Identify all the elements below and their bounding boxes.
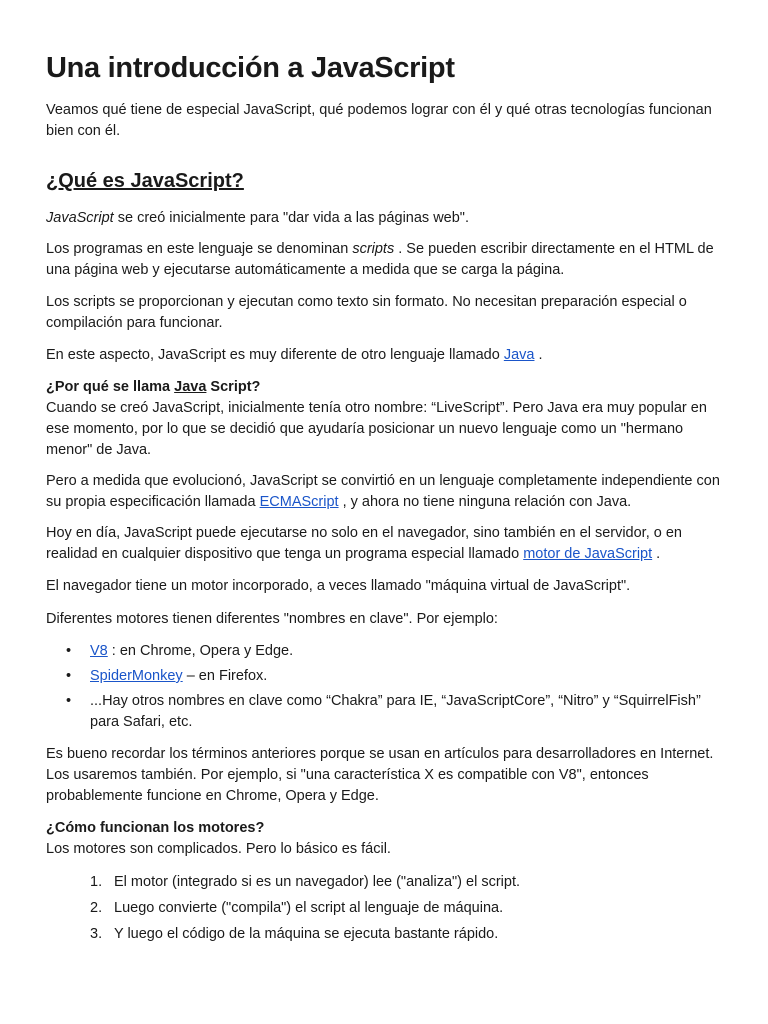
paragraph-2-emphasis: scripts <box>352 241 395 257</box>
paragraph-7-text-b: . <box>652 546 661 562</box>
subheading-why-java-underlined: Java <box>174 379 207 395</box>
subheading-why-java <box>46 377 728 398</box>
list-item <box>90 641 728 662</box>
paragraph-5: Cuando se creó JavaScript, inicialmente tenía otro nombre: “LiveScript”. Pero Java era muy popular en ese momento, por lo que se decidió que ayudaría posicionar un nuevo lenguaje como un "hermano menor" de Java. <box>46 400 707 458</box>
list-item <box>90 666 728 687</box>
spidermonkey-link[interactable]: SpiderMonkey <box>90 668 183 684</box>
paragraph-1-emphasis: JavaScript <box>46 210 114 226</box>
paragraph-6-text-a: Pero a medida que evolucionó, JavaScript se convirtió en un lenguaje completamente independiente con su propia especificación llamada <box>46 473 720 510</box>
paragraph-4-text-a: En este aspecto, JavaScript es muy diferente de otro lenguaje llamado <box>46 347 504 363</box>
paragraph-2-text-a: Los programas en este lenguaje se denominan <box>46 241 353 257</box>
java-link[interactable]: Java <box>503 347 535 363</box>
list-item-number: 3. <box>90 926 103 942</box>
paragraph-7-text-a: Hoy en día, JavaScript puede ejecutarse no solo en el navegador, sino también en el servidor, o en realidad en cualquier dispositivo que tenga un programa especial llamado <box>46 525 682 562</box>
paragraph-1-text: se creó inicialmente para "dar vida a las páginas web". <box>113 210 469 226</box>
paragraph-4 <box>46 345 728 366</box>
intro-paragraph: Veamos qué tiene de especial JavaScript, qué podemos lograr con él y qué otras tecnologías funcionan bien con él. <box>46 102 712 139</box>
paragraph-7 <box>46 523 728 565</box>
section-heading: ¿Qué es JavaScript? <box>46 170 244 192</box>
subheading-why-java-b: Script? <box>206 379 261 395</box>
list-item <box>90 691 728 733</box>
list-item-text: El motor (integrado si es un navegador) lee ("analiza") el script. <box>114 874 521 890</box>
subheading-why-java-a: ¿Por qué se llama <box>46 379 175 395</box>
list-item-text: : en Chrome, Opera y Edge. <box>107 643 294 659</box>
list-item <box>90 872 728 893</box>
javascript-engine-link[interactable]: motor de JavaScript <box>523 546 653 562</box>
paragraph-3: Los scripts se proporcionan y ejecutan como texto sin formato. No necesitan preparación especial o compilación para funcionar. <box>46 294 687 331</box>
list-item <box>90 924 728 945</box>
paragraph-9: Diferentes motores tienen diferentes "nombres en clave". Por ejemplo: <box>46 611 498 627</box>
paragraph-10: Es bueno recordar los términos anteriores porque se usan en artículos para desarrolladores en Internet. Los usaremos también. Por ejemplo, si "una característica X es compatible con V8", entonces probablemente funcione en Chrome, Opera y Edge. <box>46 746 714 804</box>
list-item-number: 2. <box>90 900 103 916</box>
ecmascript-link[interactable]: ECMAScript <box>259 494 339 510</box>
list-item <box>90 898 728 919</box>
steps-list <box>46 872 728 950</box>
paragraph-8: El navegador tiene un motor incorporado, a veces llamado "máquina virtual de JavaScript". <box>46 578 631 594</box>
list-item-text: Luego convierte ("compila") el script al lenguaje de máquina. <box>114 900 504 916</box>
paragraph-6-text-b: , y ahora no tiene ninguna relación con Java. <box>338 494 632 510</box>
paragraph-4-text-b: . <box>534 347 543 363</box>
engine-list <box>46 641 728 737</box>
v8-link[interactable]: V8 <box>90 643 108 659</box>
list-item-number: 1. <box>90 874 103 890</box>
paragraph-6 <box>46 471 728 513</box>
paragraph-11: Los motores son complicados. Pero lo básico es fácil. <box>46 841 391 857</box>
list-item-text: – en Firefox. <box>182 668 268 684</box>
list-item-text: Y luego el código de la máquina se ejecuta bastante rápido. <box>114 926 499 942</box>
paragraph-2 <box>46 239 728 281</box>
paragraph-1 <box>46 208 728 229</box>
subheading-how-engines-work: ¿Cómo funcionan los motores? <box>46 820 265 836</box>
page-title: Una introducción a JavaScript <box>46 52 455 84</box>
list-item-text: ...Hay otros nombres en clave como “Chakra” para IE, “JavaScriptCore”, “Nitro” y “SquirrelFish” para Safari, etc. <box>90 693 701 730</box>
paragraph-2-text-b: . Se pueden escribir directamente en el HTML de una página web y ejecutarse automáticamente a medida que se carga la página. <box>46 241 714 278</box>
